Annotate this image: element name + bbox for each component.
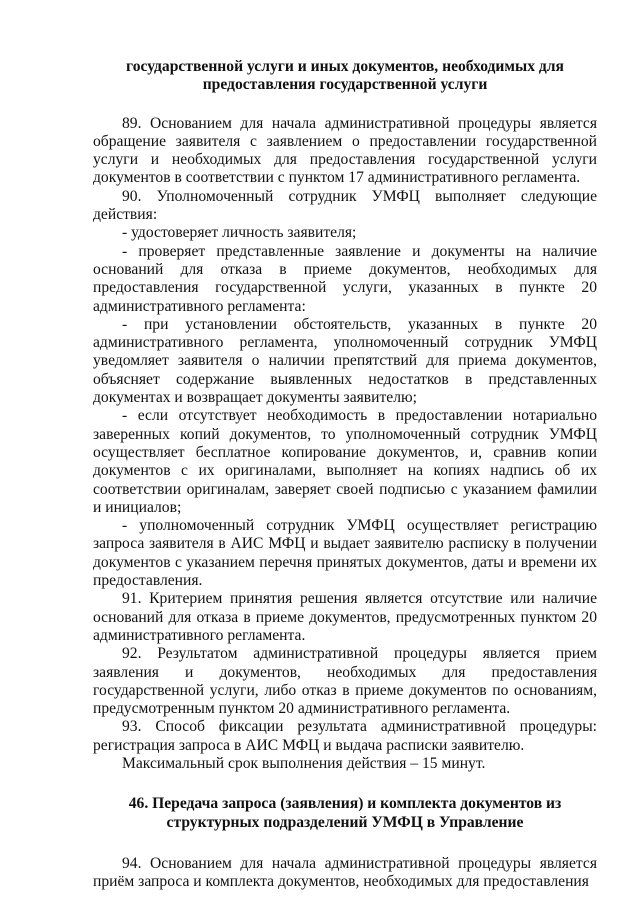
section-heading-continued: государственной услуги и иных документов, необходимых для предоставления государственной услуги (126, 58, 564, 94)
list-item-check-documents: - проверяет представленные заявление и документы на наличие оснований для отказа в приеме документов, необходимых для предоставления государственной услуги, указанных в пункте 20 административного регламента: (93, 242, 597, 315)
section-heading-46: 46. Передача запроса (заявления) и комплекта документов из структурных подразделений УМФЦ в Управление (128, 795, 562, 831)
paragraph-89: 89. Основанием для начала административной процедуры является обращение заявителя с заявлением о предоставлении государственной услуги и необходимых для предоставления государственной услуги документов в соответствии с пунктом 17 административного регламента. (93, 114, 597, 187)
paragraph-94: 94. Основанием для начала административной процедуры является приём запроса и комплекта документов, необходимых для предоставления (93, 854, 597, 891)
paragraph-90: 90. Уполномоченный сотрудник УМФЦ выполняет следующие действия: (93, 187, 597, 224)
list-item-copying: - если отсутствует необходимость в предоставлении нотариально заверенных копий документов, то уполномоченный сотрудник УМФЦ осуществляет бесплатное копирование документов, и, сравнив копии документов с их оригиналами, выполняет на копиях надпись об их соответствии оригиналам, заверяет своей подписью с указанием фамилии и инициалов; (93, 407, 597, 516)
paragraph-92: 92. Результатом административной процедуры является прием заявления и документов, необходимых для предоставления государственной услуги, либо отказ в приеме документов по основаниям, предусмотренным пунктом 20 административного регламента. (93, 645, 597, 718)
document-page (93, 58, 597, 891)
list-item-obstacles: - при установлении обстоятельств, указанных в пункте 20 административного регламента, уполномоченный сотрудник УМФЦ уведомляет заявителя о наличии препятствий для приема документов, объясняет содержание выявленных недостатков в представленных документах и возвращает документы заявителю; (93, 315, 597, 407)
paragraph-93: 93. Способ фиксации результата административной процедуры: регистрация запроса в АИС МФЦ и выдача расписки заявителю. (93, 718, 597, 754)
list-item-registration: - уполномоченный сотрудник УМФЦ осуществляет регистрацию запроса заявителя в АИС МФЦ и выдает заявителю расписку в получении документов с указанием перечня принятых документов, даты и времени их предоставления. (93, 517, 597, 590)
max-duration-note: Максимальный срок выполнения действия – 15 минут. (122, 754, 486, 772)
list-item-identity: - удостоверяет личность заявителя; (122, 224, 357, 242)
paragraph-91: 91. Критерием принятия решения является отсутствие или наличие оснований для отказа в приеме документов, предусмотренных пунктом 20 административного регламента. (93, 590, 597, 644)
